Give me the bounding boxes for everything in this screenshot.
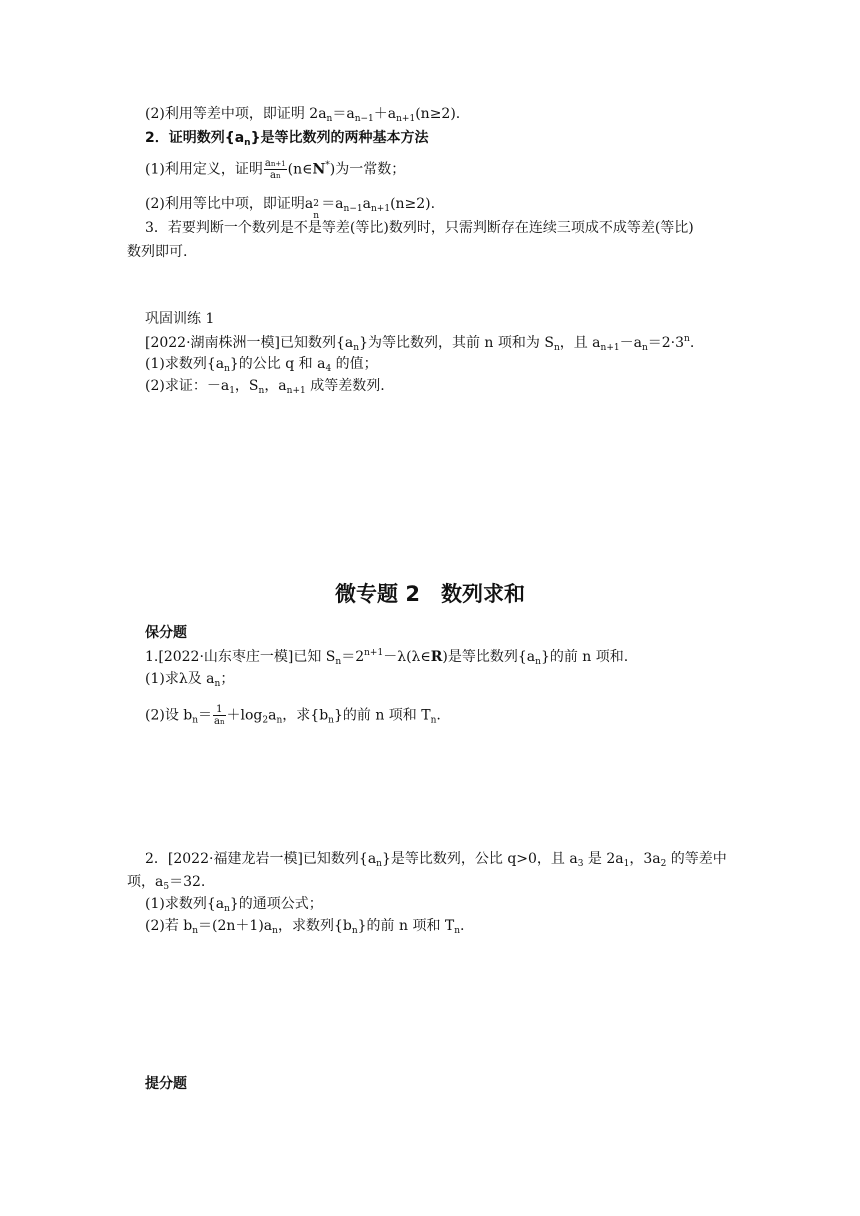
practice-part-1: (1)求数列$\{a_n\}$的公比 q 和 $a_4$ 的值； xyxy=(145,356,378,374)
text-fragment: 的等差中 xyxy=(666,851,727,867)
text-fragment: (n≥2). xyxy=(415,106,461,122)
note-line-continued xyxy=(127,244,187,261)
text-fragment: ＝2·3 xyxy=(647,335,685,351)
text-fragment: ，S xyxy=(234,378,259,394)
text-fragment: ，a xyxy=(264,378,287,394)
practice-question: [2022·湖南株洲一模]已知数列$\{a_n\}$为等比数列，其前 n 项和为 $S_n$，且 $a_{n+1}-a_n=2\cdot 3^n$. xyxy=(145,334,695,353)
text-fragment: ＋log xyxy=(226,707,263,724)
section-title: 微专题 2 数列求和 xyxy=(335,582,525,606)
fraction: $\frac{1}{an}$ xyxy=(214,704,225,727)
text-fragment: ＝(2n＋1)a xyxy=(198,918,273,934)
text-fragment: a xyxy=(268,707,277,724)
text-fragment: }的前 n 项和 T xyxy=(357,918,455,934)
text-fragment: }为等比数列，其前 n 项和为 S xyxy=(359,335,554,351)
problem-1-part-1: (1)求λ及 $a_n$； xyxy=(145,671,235,689)
advanced-heading: 提分题 xyxy=(145,1076,187,1092)
text-fragment: ＝a xyxy=(321,196,344,212)
practice-part-2: (2)求证：$-a_1$，$S_n$，$a_{n+1}$ 成等差数列. xyxy=(145,378,385,396)
problem-2-part-2: (2)若 $b_n=(2n+1)a_n$，求数列$\{b_n\}$的前 n 项和 $T_n$. xyxy=(145,918,465,936)
text-fragment: 数列即可. xyxy=(127,244,188,260)
text-fragment: (1)利用定义，证明 xyxy=(145,161,263,178)
text-fragment: }的前 n 项和 T xyxy=(333,707,431,724)
text-fragment: 是 2a xyxy=(583,851,624,867)
note-line xyxy=(145,220,694,237)
text-fragment: }的前 n 项和. xyxy=(540,649,629,665)
text-fragment: }是等比数列的两种基本方法 xyxy=(250,130,429,146)
text-fragment: (2)若 b xyxy=(145,918,193,934)
text-fragment: ，3a xyxy=(629,851,661,867)
text-fragment: . xyxy=(460,918,465,934)
section-heading-geometric-proof: 2．证明数列$\{a_n\}$是等比数列的两种基本方法 xyxy=(145,130,429,148)
text-fragment: －λ(λ∈ xyxy=(383,649,431,665)
text-fragment: (2)设 b xyxy=(145,707,193,724)
text-fragment: ＝2 xyxy=(341,649,365,665)
text-fragment: (1)求数列{a xyxy=(145,896,225,912)
text-fragment: ，求{b xyxy=(282,707,329,724)
text-fragment: (1)求数列{a xyxy=(145,356,225,372)
text-fragment: . xyxy=(436,707,441,724)
problem-1: 1.[2022·山东枣庄一模]已知 $S_n=2^{n+1}-\lambda(\lambda\in R)$是等比数列$\{a_n\}$的前 n 项和. xyxy=(145,648,629,667)
text-fragment: 的值； xyxy=(331,356,378,372)
text-fragment: (2)求证：－a xyxy=(145,378,230,394)
basic-heading: 保分题 xyxy=(145,625,187,641)
text-fragment: ，且 a xyxy=(559,335,601,351)
text-fragment: )是等比数列{a xyxy=(442,649,536,665)
text-fragment: 1.[2022·山东枣庄一模]已知 S xyxy=(145,649,336,665)
text-fragment: ，求数列{b xyxy=(277,918,352,934)
text-fragment: 3．若要判断一个数列是不是等差(等比)数列时，只需判断存在连续三项成不成等差(等比) xyxy=(145,220,694,236)
text-fragment: }的通项公式； xyxy=(229,896,323,912)
practice-title xyxy=(145,311,214,328)
text-fragment: 项，a xyxy=(127,874,164,890)
text-fragment: . xyxy=(689,335,695,351)
problem-2-continued: 项，$a_5=32$. xyxy=(127,874,206,892)
text-fragment: ＝32. xyxy=(169,874,206,890)
text-fragment: (n≥2). xyxy=(390,196,436,212)
text-fragment: 2．证明数列{a xyxy=(145,130,245,146)
fraction: $\frac{an+1}{an}$ xyxy=(264,158,286,181)
text-fragment: (1)求λ及 a xyxy=(145,671,215,687)
text-fragment: ； xyxy=(220,671,235,687)
text-fragment: 成等差数列. xyxy=(305,378,385,394)
text-fragment: 2．[2022·福建龙岩一模]已知数列{a xyxy=(145,851,377,867)
problem-2: 2．[2022·福建龙岩一模]已知数列$\{a_n\}$是等比数列，公比 q>0，且 $a_3$ 是 $2a_1$，$3a_2$ 的等差中 xyxy=(145,851,727,869)
text-fragment: (n∈ xyxy=(287,161,313,178)
reals-symbol: R xyxy=(430,649,443,665)
text-fragment: [2022·湖南株洲一模]已知数列{a xyxy=(145,335,354,351)
text-fragment: －a xyxy=(619,335,642,351)
text-fragment: ＝ xyxy=(198,707,213,724)
method-line-geometric-mean: (2)利用等比中项，即证明a 2 n $=a_{n-1}a_{n+1}(n\ge 2)$. xyxy=(145,196,436,221)
naturals-symbol: N xyxy=(312,161,326,178)
text-fragment: 巩固训练 1 xyxy=(145,311,215,327)
problem-1-part-2: (2)设 $b_n=$ $\frac{1}{an}$ $+\log_2a_n$，求$\{b_n\}$的前 n 项和 $T_n$. xyxy=(145,704,441,727)
text-fragment: }的公比 q 和 a xyxy=(229,356,326,372)
problem-2-part-1: (1)求数列$\{a_n\}$的通项公式； xyxy=(145,896,323,914)
method-line-arithmetic-mean: (2)利用等差中项，即证明 $2a_n=a_{n-1}+a_{n+1}(n\ge 2)$. xyxy=(145,106,461,124)
text-fragment: (2)利用等比中项，即证明a xyxy=(145,196,314,212)
text-fragment: (2)利用等差中项，即证明 2a xyxy=(145,106,327,122)
text-fragment: }是等比数列，公比 q>0，且 a xyxy=(381,851,578,867)
text-fragment: )为一常数； xyxy=(329,161,406,178)
method-line-definition: (1)利用定义，证明 $\frac{an+1}{an}$ (n∈N*)为一常数； xyxy=(145,158,406,181)
